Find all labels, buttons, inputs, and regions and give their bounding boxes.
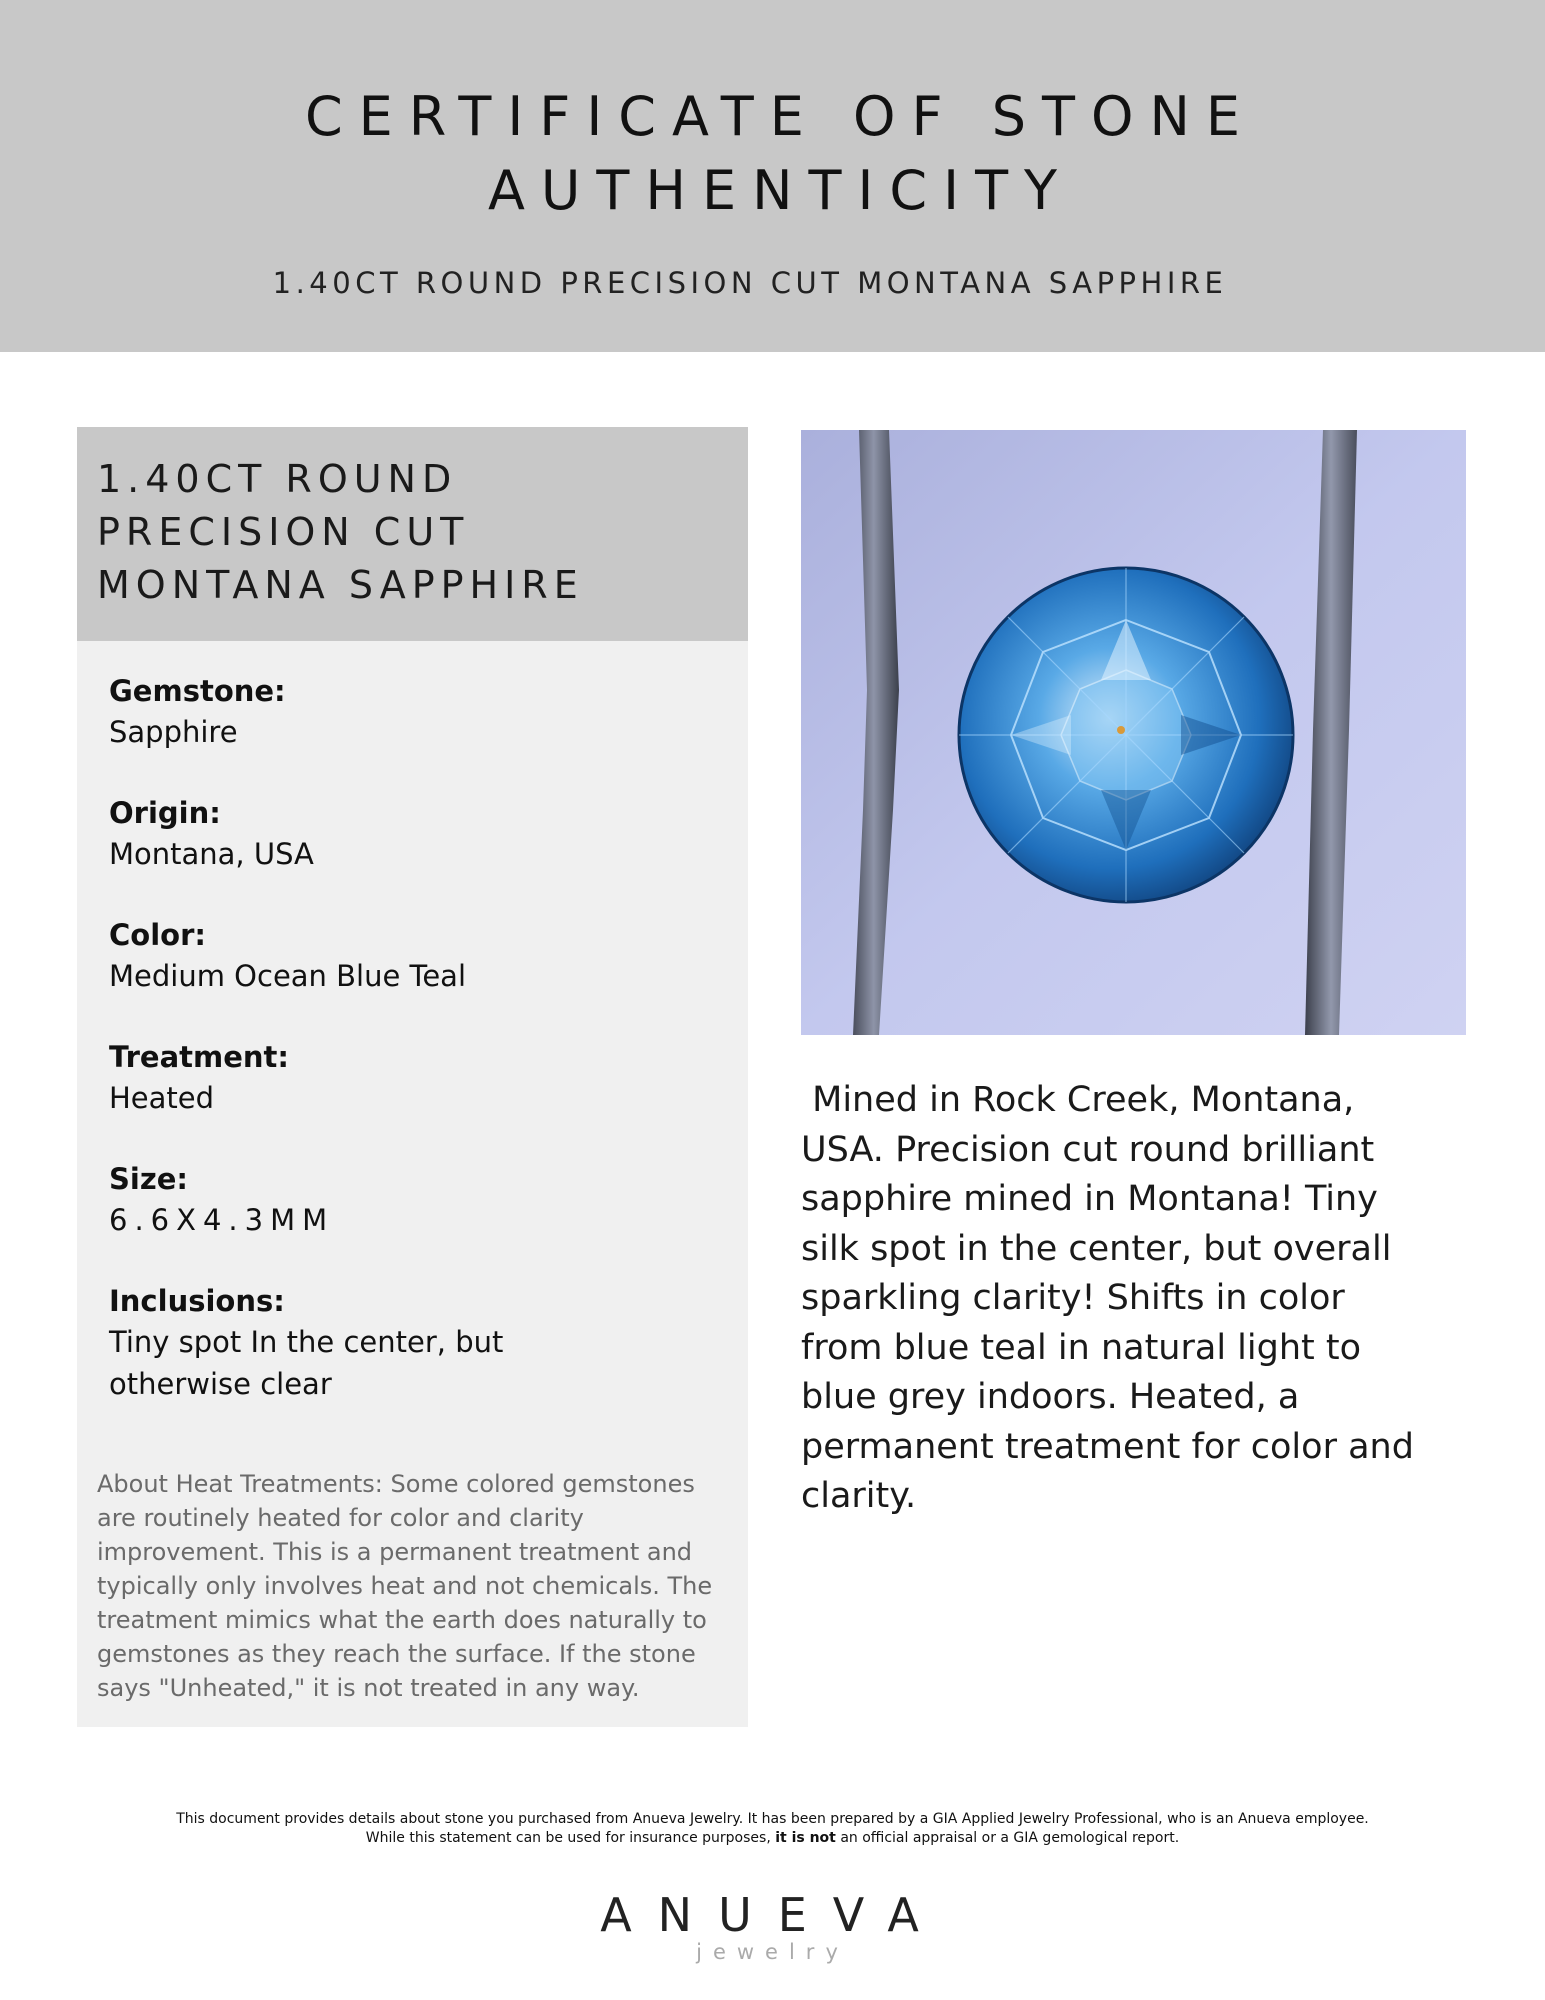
field-label: Color: (109, 918, 206, 952)
field-inclusions (109, 1281, 729, 1405)
disclaimer-line2 (0, 1829, 1545, 1848)
certificate-title (0, 80, 1545, 228)
disclaimer-emphasis: it is not (775, 1830, 836, 1846)
stone-name-line2: PRECISION CUT (97, 510, 470, 554)
heat-note-line: treatment mimics what the earth does naturally to (97, 1606, 707, 1634)
heat-note-line: are routinely heated for color and clarity (97, 1504, 584, 1532)
stone-name (97, 453, 737, 612)
disclaimer-line2-post: an official appraisal or a GIA gemological report. (835, 1830, 1180, 1846)
description-line: from blue teal in natural light to (801, 1327, 1361, 1368)
heat-note-line: About Heat Treatments: Some colored gemstones (97, 1470, 695, 1498)
heat-note-line: gemstones as they reach the surface. If the stone (97, 1640, 696, 1668)
brand-tagline: jewelry (696, 1940, 849, 1964)
sapphire-photo (801, 430, 1466, 1035)
stone-fields (109, 671, 729, 1445)
description-line: clarity. (801, 1476, 917, 1516)
stone-name-line3: MONTANA SAPPHIRE (97, 563, 584, 607)
brand-logo: ANUEVA (600, 1888, 945, 1942)
field-value-line1: Tiny spot In the center, but (109, 1325, 504, 1359)
field-gemstone (109, 671, 729, 753)
field-value: Montana, USA (109, 837, 314, 871)
field-label: Treatment: (109, 1040, 289, 1074)
description-line: USA. Precision cut round brilliant (801, 1129, 1375, 1170)
field-size (109, 1159, 729, 1241)
field-label: Origin: (109, 796, 221, 830)
disclaimer-line1: This document provides details about stone you purchased from Anueva Jewelry. It has been prepared by a GIA Applied Jewelry Professional, who is an Anueva employee. (176, 1811, 1369, 1827)
field-color (109, 915, 729, 997)
field-origin (109, 793, 729, 875)
description-line: silk spot in the center, but overall (801, 1228, 1392, 1269)
description-line: blue grey indoors. Heated, a (801, 1377, 1300, 1417)
description-line: permanent treatment for color and (801, 1426, 1414, 1467)
field-value: Medium Ocean Blue Teal (109, 959, 467, 993)
stone-description (801, 1076, 1466, 1522)
description-line: sapphire mined in Montana! Tiny (801, 1179, 1378, 1219)
sapphire-stone (959, 568, 1293, 902)
field-value: 6.6X4.3MM (109, 1203, 335, 1237)
certificate-header (0, 0, 1545, 352)
heat-note-line: typically only involves heat and not chemicals. The (97, 1572, 713, 1600)
field-label: Gemstone: (109, 674, 286, 708)
certificate-title-line1: CERTIFICATE OF STONE (304, 85, 1257, 148)
field-treatment (109, 1037, 729, 1119)
field-label: Inclusions: (109, 1284, 285, 1318)
certificate-subtitle: 1.40CT ROUND PRECISION CUT MONTANA SAPPHIRE (272, 266, 1228, 300)
field-label: Size: (109, 1162, 188, 1196)
certificate-title-line2: AUTHENTICITY (487, 159, 1074, 222)
description-line: sparkling clarity! Shifts in color (801, 1278, 1345, 1318)
field-value: Sapphire (109, 715, 238, 749)
stone-details-panel (77, 427, 748, 1727)
heat-note-line: says "Unheated," it is not treated in any way. (97, 1674, 640, 1702)
stone-name-line1: 1.40CT ROUND (97, 457, 458, 501)
field-value: Heated (109, 1081, 215, 1115)
heat-treatment-note (97, 1467, 737, 1705)
disclaimer (0, 1810, 1545, 1848)
stone-name-header (77, 427, 748, 641)
field-value-line2: otherwise clear (109, 1367, 332, 1401)
description-line: Mined in Rock Creek, Montana, (801, 1080, 1355, 1120)
heat-note-line: improvement. This is a permanent treatment and (97, 1538, 693, 1566)
disclaimer-line2-pre: While this statement can be used for insurance purposes, (365, 1830, 776, 1846)
